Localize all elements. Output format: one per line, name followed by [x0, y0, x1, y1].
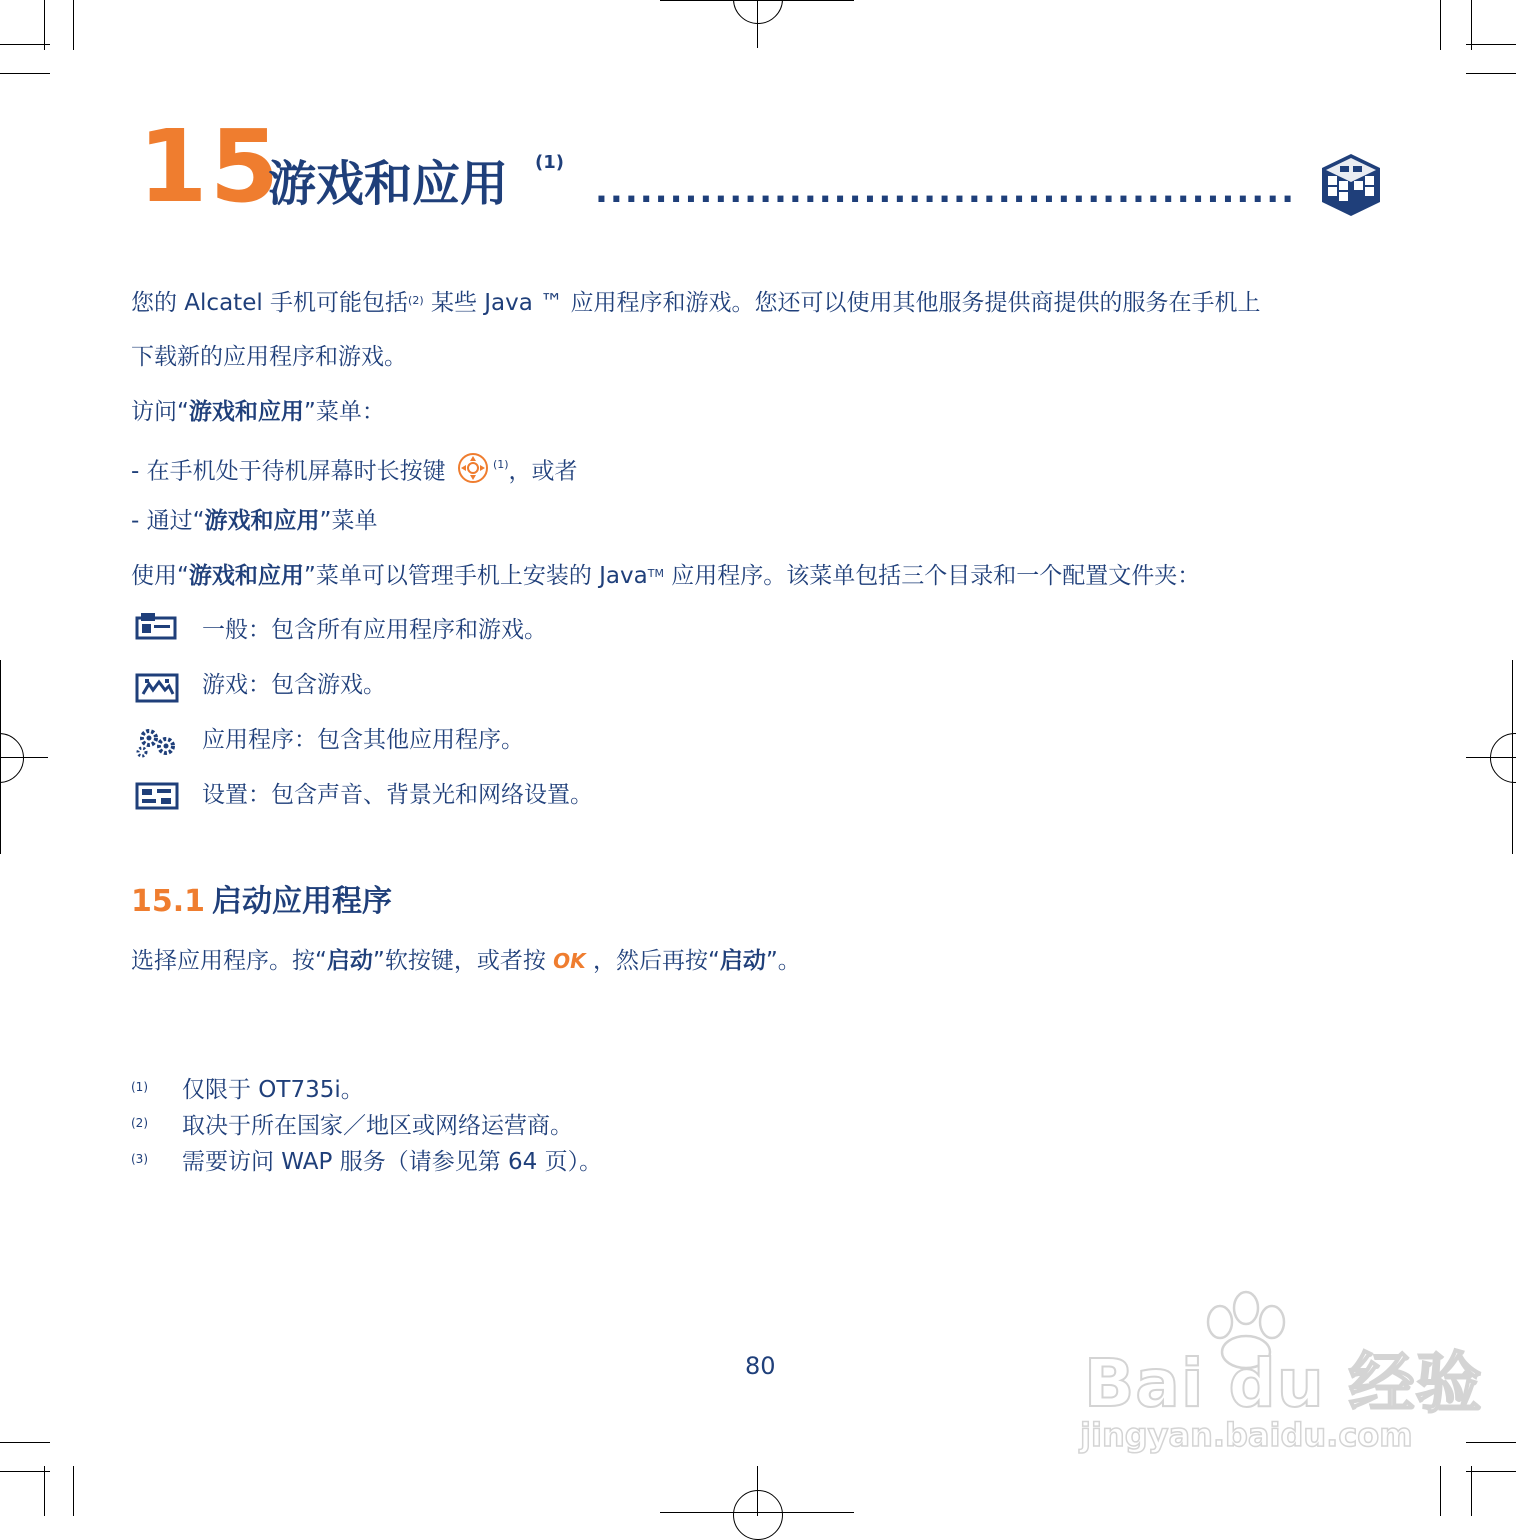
chapter-header: [138, 108, 1398, 225]
footnote-mark-3: (3): [131, 1152, 148, 1166]
section-body-c: ，然后再按“: [585, 948, 720, 974]
intro-footnote-ref: (2): [408, 294, 424, 307]
access-line: [131, 397, 385, 427]
chapter-number: 15: [138, 108, 282, 225]
folder-settings-text: 设置：包含声音、背景光和网络设置。: [202, 782, 593, 808]
footnote-mark-1: (1): [131, 1080, 148, 1094]
access-bullet-1: [131, 452, 578, 492]
bullet1-text-a: - 在手机处于待机屏幕时长按键: [131, 458, 446, 485]
bullet1-text-b: ，或者: [508, 458, 578, 485]
chapter-title-footnote: (1): [535, 152, 564, 173]
ok-key-icon: OK: [553, 949, 586, 973]
bullet2-menu-name: 游戏和应用: [204, 508, 320, 534]
bullet1-footnote-ref: (1): [492, 458, 509, 471]
bullet2-text-b: ”菜单: [319, 508, 378, 534]
intro-line-1: [131, 288, 1260, 318]
section-number: 15.1: [131, 884, 206, 919]
intro-line-2: 下载新的应用程序和游戏。: [131, 344, 407, 370]
access-menu-name: 游戏和应用: [188, 399, 304, 425]
intro-text-a: 您的 Alcatel 手机可能包括: [131, 290, 409, 316]
general-folder-icon: [135, 612, 177, 644]
watermark-url: jingyan.baidu.com: [1080, 1416, 1413, 1454]
start-label-2: 启动: [719, 948, 766, 974]
cube-icon: [1318, 152, 1384, 222]
folder-general-text: 一般：包含所有应用程序和游戏。: [202, 617, 547, 643]
access-bullet-2: [131, 506, 377, 536]
section-body-d: ”。: [765, 948, 801, 974]
folder-applications-text: 应用程序：包含其他应用程序。: [202, 727, 524, 753]
section-body: [131, 946, 801, 976]
trademark-mark: TM: [647, 567, 664, 580]
access-text-a: 访问“: [131, 399, 189, 425]
section-body-b: ”软按键，或者按: [372, 948, 554, 974]
settings-folder-icon: [135, 780, 179, 816]
applications-folder-icon: [135, 726, 179, 762]
usage-text-c: 应用程序。该菜单包括三个目录和一个配置文件夹：: [663, 563, 1201, 589]
chapter-title: 游戏和应用: [268, 156, 509, 212]
section-body-a: 选择应用程序。按“: [131, 948, 327, 974]
intro-text-b: 某些 Java ™ 应用程序和游戏。您还可以使用其他服务提供商提供的服务在手机上: [423, 290, 1261, 316]
bullet2-text-a: - 通过“: [131, 508, 205, 534]
usage-text-a: 使用“: [131, 563, 189, 589]
watermark-main: Bai du 经验: [1084, 1345, 1483, 1422]
baidu-watermark: [1072, 1290, 1483, 1460]
start-softkey-label: 启动: [326, 948, 373, 974]
footnote-text-2: 取决于所在国家／地区或网络运营商。: [182, 1113, 573, 1139]
section-title: 启动应用程序: [212, 884, 392, 919]
games-folder-icon: [135, 672, 179, 708]
usage-menu-name: 游戏和应用: [188, 563, 304, 589]
page-number: 80: [745, 1352, 776, 1380]
chapter-leader-dots: ...............................................: [595, 176, 1297, 206]
access-text-b: ”菜单：: [303, 399, 385, 425]
footnote-mark-2: (2): [131, 1116, 148, 1130]
usage-line: [131, 561, 1200, 591]
usage-text-b: ”菜单可以管理手机上安装的 Java: [303, 563, 648, 589]
folder-games-text: 游戏：包含游戏。: [202, 672, 386, 698]
footnote-text-1: 仅限于 OT735i。: [182, 1077, 364, 1103]
footnote-text-3: 需要访问 WAP 服务（请参见第 64 页）。: [182, 1149, 603, 1175]
navigation-key-icon: [457, 452, 489, 492]
